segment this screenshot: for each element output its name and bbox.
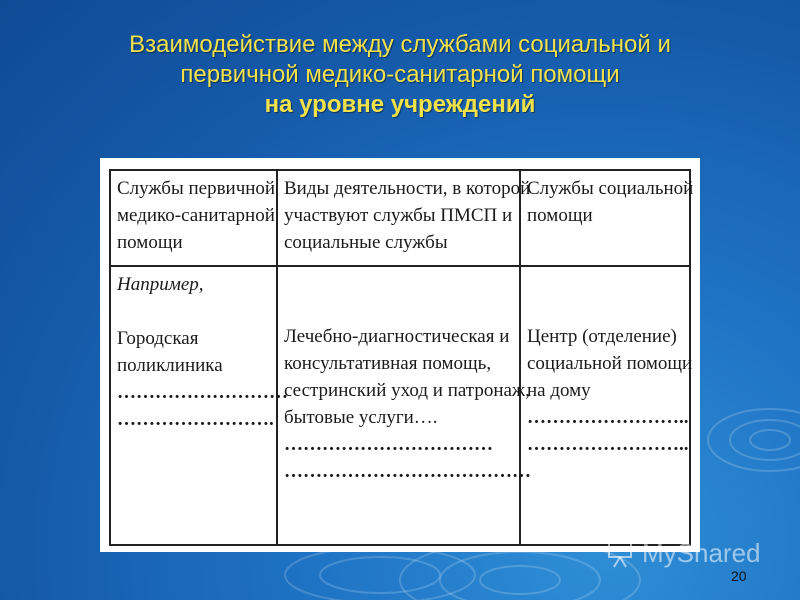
header-activity-types: Виды деятельности, в которой участвуют службы ПМСП и социальные службы xyxy=(277,170,520,266)
cell-activity-example: Лечебно-диагностическая и консультативная помощь, сестринский уход и патронаж, бытовые услуги…. …………………………… ………………………………… xyxy=(277,266,520,545)
presentation-board-icon xyxy=(606,539,638,569)
cell-social-example: Центр (отделение) социальной помощи на дому …………………….. …………………….. xyxy=(520,266,690,545)
table-row xyxy=(110,266,690,545)
table-image-panel xyxy=(100,158,700,552)
slide-title-line-2: первичной медико-санитарной помощи xyxy=(180,61,620,88)
placeholder-dots: …………………………… xyxy=(284,434,493,455)
cell-primary-care-example: Например, Городская поликлиника ……………………… ……………………. xyxy=(110,266,277,545)
page-number: 20 xyxy=(731,568,747,584)
header-social-services: Службы социальной помощи xyxy=(520,170,690,266)
table-header-row xyxy=(110,170,690,266)
services-table xyxy=(109,169,694,546)
placeholder-dots: ………………………………… xyxy=(284,461,531,482)
watermark-text: MyShared xyxy=(642,538,761,568)
slide-title-line-3: на уровне учреждений xyxy=(264,91,536,118)
placeholder-dots: ……………………… xyxy=(117,382,288,403)
placeholder-dots: …………………….. xyxy=(527,434,689,455)
slide-title xyxy=(40,30,760,120)
placeholder-dots: …………………….. xyxy=(527,407,689,428)
header-primary-care-services: Службы первичной медико-санитарной помощи xyxy=(110,170,277,266)
example-label: Например, xyxy=(117,274,204,295)
placeholder-dots: ……………………. xyxy=(117,409,274,430)
watermark xyxy=(606,538,761,569)
slide-title-line-1: Взаимодействие между службами социальной и xyxy=(129,31,671,58)
